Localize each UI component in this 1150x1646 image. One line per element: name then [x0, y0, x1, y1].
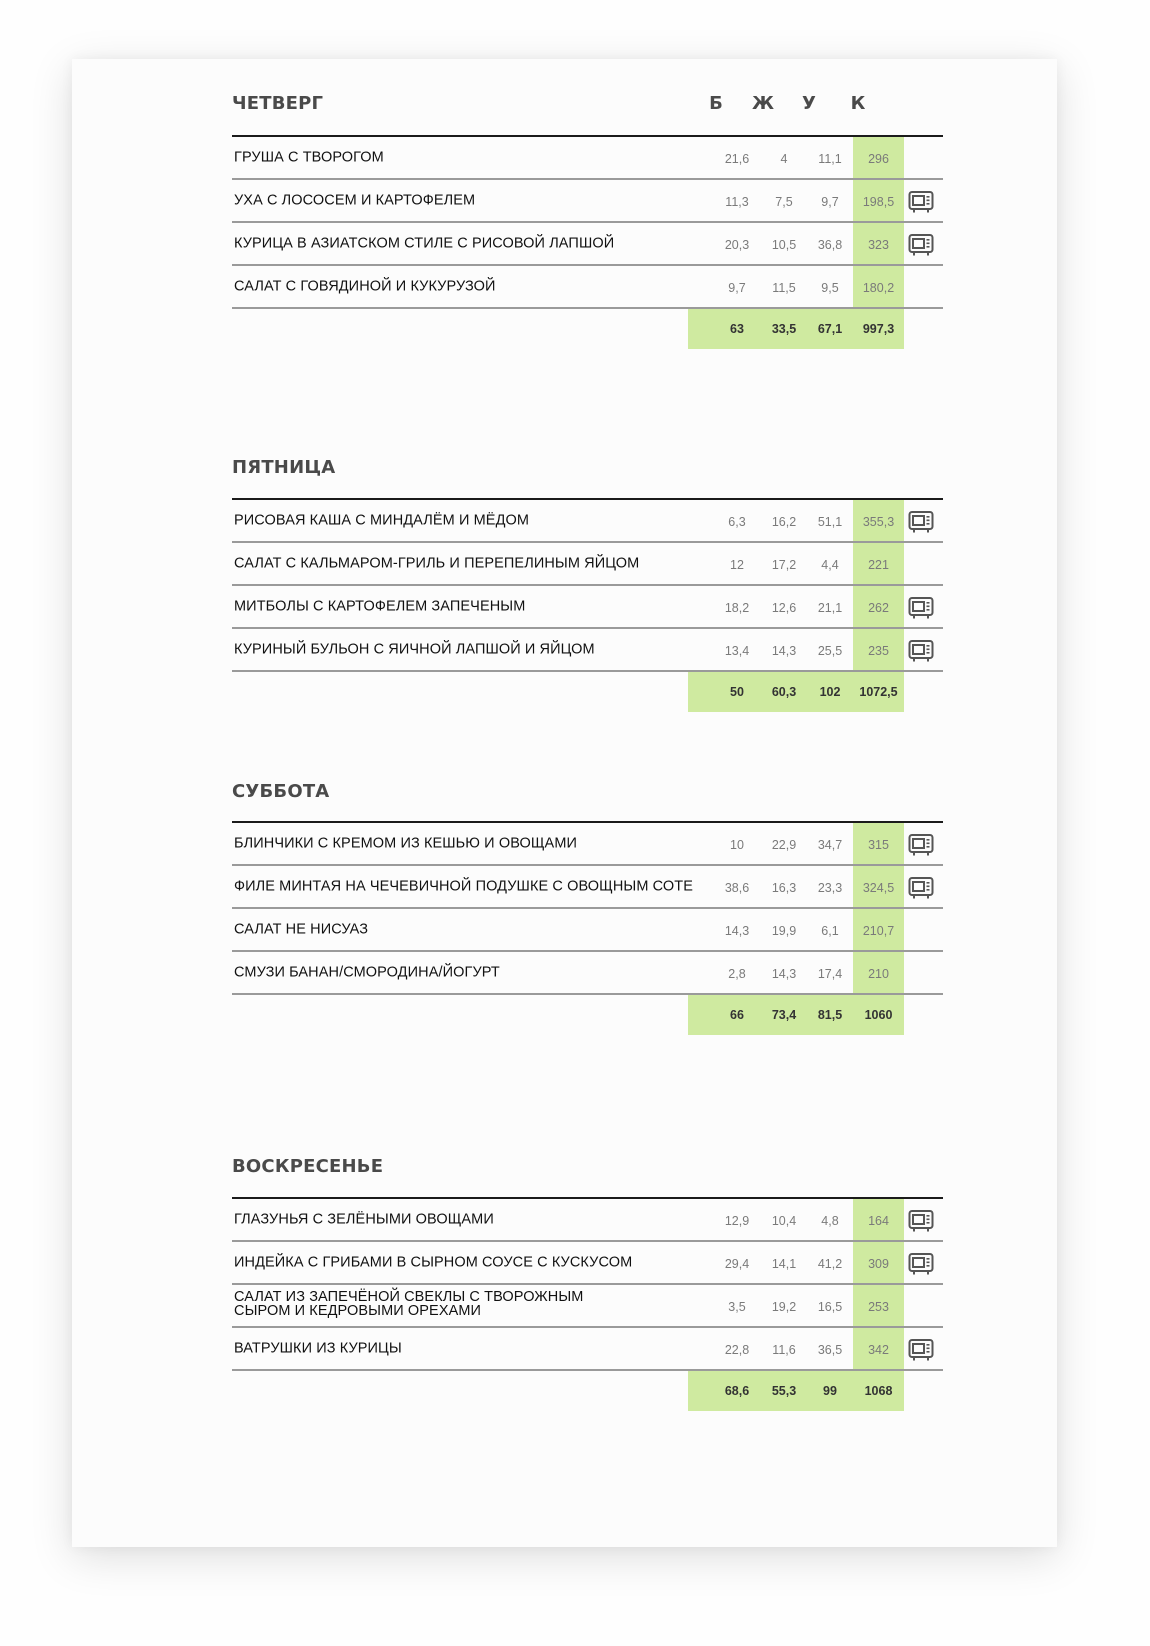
dish-row: [232, 266, 943, 309]
nutrient-value-j: 19,9: [771, 923, 797, 938]
total-value-j: 73,4: [771, 1008, 797, 1022]
dish-name: САЛАТ НЕ НИСУАЗ: [234, 921, 369, 938]
dish-row: [232, 866, 943, 909]
nutrient-value-k: 296: [868, 151, 889, 166]
nutrient-value-b: 38,6: [724, 880, 750, 895]
nutrient-value-j: 11,6: [772, 1342, 796, 1357]
microwave-icon: [908, 510, 934, 534]
total-value-k: 997,3: [862, 322, 895, 336]
nutrient-value-k: 262: [868, 600, 889, 615]
nutrient-value-u: 21,1: [817, 600, 843, 615]
nutrient-value-u: 9,5: [821, 280, 839, 295]
total-value-b: 63: [730, 322, 744, 336]
nutrient-value-u: 11,1: [818, 151, 842, 166]
nutrient-value-j: 10,5: [771, 237, 797, 252]
day-title: ЧЕТВЕРГ: [232, 93, 324, 114]
nutrient-value-j: 17,2: [771, 557, 797, 572]
dish-row: [232, 586, 943, 629]
total-value-j: 33,5: [771, 322, 797, 336]
nutrient-value-b: 13,4: [724, 643, 750, 658]
nutrient-value-k: 324,5: [862, 880, 895, 895]
microwave-icon: [908, 639, 934, 663]
dish-name: ИНДЕЙКА С ГРИБАМИ В СЫРНОМ СОУСЕ С КУСКУСОМ: [234, 1254, 633, 1271]
nutrient-value-u: 23,3: [817, 880, 843, 895]
totals-row: [232, 1371, 943, 1411]
nutrient-value-u: 41,2: [817, 1256, 843, 1271]
column-header: Б: [709, 93, 723, 114]
day-title: ВОСКРЕСЕНЬЕ: [232, 1156, 384, 1177]
dish-name: МИТБОЛЫ С КАРТОФЕЛЕМ ЗАПЕЧЕНЫМ: [234, 598, 526, 615]
dish-name: ФИЛЕ МИНТАЯ НА ЧЕЧЕВИЧНОЙ ПОДУШКЕ С ОВОЩНЫМ СОТЕ: [234, 878, 694, 895]
nutrient-value-u: 25,5: [817, 643, 843, 658]
nutrient-value-b: 3,5: [728, 1299, 746, 1314]
nutrient-value-k: 180,2: [862, 280, 895, 295]
total-value-b: 50: [730, 685, 744, 699]
column-header: Ж: [751, 93, 775, 114]
total-value-b: 66: [730, 1008, 744, 1022]
microwave-icon: [908, 190, 934, 214]
total-value-j: 55,3: [771, 1384, 797, 1398]
nutrient-value-u: 16,5: [817, 1299, 843, 1314]
nutrient-value-j: 7,5: [775, 194, 793, 209]
nutrient-value-k: 221: [868, 557, 889, 572]
dish-name: САЛАТ С КАЛЬМАРОМ-ГРИЛЬ И ПЕРЕПЕЛИНЫМ ЯЙЦОМ: [234, 555, 640, 572]
dish-row: [232, 543, 943, 586]
column-header: У: [802, 93, 816, 114]
nutrient-value-b: 22,8: [724, 1342, 750, 1357]
dish-name: КУРИНЫЙ БУЛЬОН С ЯИЧНОЙ ЛАПШОЙ И ЯЙЦОМ: [234, 641, 595, 658]
nutrient-value-j: 22,9: [771, 837, 797, 852]
microwave-icon: [908, 1338, 934, 1362]
nutrient-value-b: 2,8: [728, 966, 746, 981]
nutrient-value-k: 355,3: [862, 514, 895, 529]
nutrient-value-j: 12,6: [771, 600, 797, 615]
dish-row: [232, 823, 943, 866]
dish-name: СМУЗИ БАНАН/СМОРОДИНА/ЙОГУРТ: [234, 964, 500, 981]
day-title: ПЯТНИЦА: [232, 457, 336, 478]
nutrient-value-b: 9,7: [728, 280, 746, 295]
nutrient-value-j: 4: [780, 151, 788, 166]
nutrient-value-k: 342: [868, 1342, 889, 1357]
nutrient-value-b: 21,6: [724, 151, 750, 166]
total-value-k: 1068: [864, 1384, 893, 1398]
nutrient-value-k: 210,7: [862, 923, 895, 938]
dish-name: САЛАТ ИЗ ЗАПЕЧЁНОЙ СВЕКЛЫ С ТВОРОЖНЫМ СЫРОМ И КЕДРОВЫМИ ОРЕХАМИ: [234, 1288, 584, 1319]
dish-row: [232, 180, 943, 223]
nutrient-value-b: 18,2: [724, 600, 750, 615]
nutrient-value-u: 9,7: [821, 194, 839, 209]
nutrient-value-k: 210: [868, 966, 889, 981]
total-value-b: 68,6: [724, 1384, 750, 1398]
nutrient-value-b: 14,3: [724, 923, 750, 938]
microwave-icon: [908, 876, 934, 900]
microwave-icon: [908, 233, 934, 257]
dish-row: [232, 1199, 943, 1242]
nutrient-value-k: 198,5: [862, 194, 895, 209]
nutrient-value-k: 309: [868, 1256, 889, 1271]
nutrient-value-k: 315: [868, 837, 889, 852]
totals-row: [232, 995, 943, 1035]
nutrient-value-b: 6,3: [728, 514, 746, 529]
nutrient-value-j: 14,3: [771, 966, 797, 981]
nutrient-value-u: 36,5: [817, 1342, 843, 1357]
nutrient-value-b: 20,3: [724, 237, 750, 252]
total-value-u: 81,5: [817, 1008, 843, 1022]
nutrient-value-j: 10,4: [771, 1213, 797, 1228]
total-value-k: 1072,5: [859, 685, 898, 699]
dish-row: [232, 500, 943, 543]
microwave-icon: [908, 596, 934, 620]
total-value-j: 60,3: [771, 685, 797, 699]
nutrient-value-u: 34,7: [817, 837, 843, 852]
nutrient-value-u: 4,8: [821, 1213, 839, 1228]
nutrient-value-b: 10: [730, 837, 744, 852]
dish-name: САЛАТ С ГОВЯДИНОЙ И КУКУРУЗОЙ: [234, 278, 496, 295]
total-value-u: 102: [819, 685, 841, 699]
totals-row: [232, 672, 943, 712]
nutrient-value-j: 14,3: [771, 643, 797, 658]
nutrient-value-u: 17,4: [817, 966, 843, 981]
nutrient-value-u: 51,1: [817, 514, 843, 529]
nutrient-value-j: 16,2: [771, 514, 797, 529]
dish-row: [232, 223, 943, 266]
nutrient-value-b: 29,4: [724, 1256, 750, 1271]
dish-row: [232, 137, 943, 180]
nutrient-value-u: 4,4: [821, 557, 839, 572]
nutrient-value-u: 6,1: [821, 923, 839, 938]
dish-row: [232, 1285, 943, 1328]
nutrient-value-k: 235: [868, 643, 889, 658]
dish-name: УХА С ЛОСОСЕМ И КАРТОФЕЛЕМ: [234, 192, 476, 209]
dish-name: ГРУША С ТВОРОГОМ: [234, 149, 384, 166]
microwave-icon: [908, 1209, 934, 1233]
nutrient-value-j: 11,5: [772, 280, 796, 295]
day-title: СУББОТА: [232, 781, 330, 802]
nutrient-value-k: 253: [868, 1299, 889, 1314]
dish-row: [232, 629, 943, 672]
nutrient-value-k: 323: [868, 237, 889, 252]
dish-name: ГЛАЗУНЬЯ С ЗЕЛЁНЫМИ ОВОЩАМИ: [234, 1211, 494, 1228]
column-header: К: [850, 93, 866, 114]
dish-row: [232, 1242, 943, 1285]
dish-name: РИСОВАЯ КАША С МИНДАЛЁМ И МЁДОМ: [234, 512, 530, 529]
dish-row: [232, 909, 943, 952]
nutrient-value-b: 12: [730, 557, 744, 572]
totals-row: [232, 309, 943, 349]
nutrient-value-j: 19,2: [771, 1299, 797, 1314]
dish-row: [232, 952, 943, 995]
nutrient-value-j: 16,3: [771, 880, 797, 895]
nutrient-value-b: 12,9: [724, 1213, 750, 1228]
nutrient-value-j: 14,1: [771, 1256, 797, 1271]
microwave-icon: [908, 1252, 934, 1276]
nutrient-value-u: 36,8: [817, 237, 843, 252]
total-value-k: 1060: [864, 1008, 893, 1022]
dish-name: ВАТРУШКИ ИЗ КУРИЦЫ: [234, 1340, 402, 1357]
nutrient-value-b: 11,3: [725, 194, 749, 209]
microwave-icon: [908, 833, 934, 857]
dish-name: БЛИНЧИКИ С КРЕМОМ ИЗ КЕШЬЮ И ОВОЩАМИ: [234, 835, 578, 852]
dish-row: [232, 1328, 943, 1371]
total-value-u: 67,1: [817, 322, 843, 336]
dish-name: КУРИЦА В АЗИАТСКОМ СТИЛЕ С РИСОВОЙ ЛАПШОЙ: [234, 235, 615, 252]
total-value-u: 99: [823, 1384, 837, 1398]
nutrient-value-k: 164: [868, 1213, 889, 1228]
